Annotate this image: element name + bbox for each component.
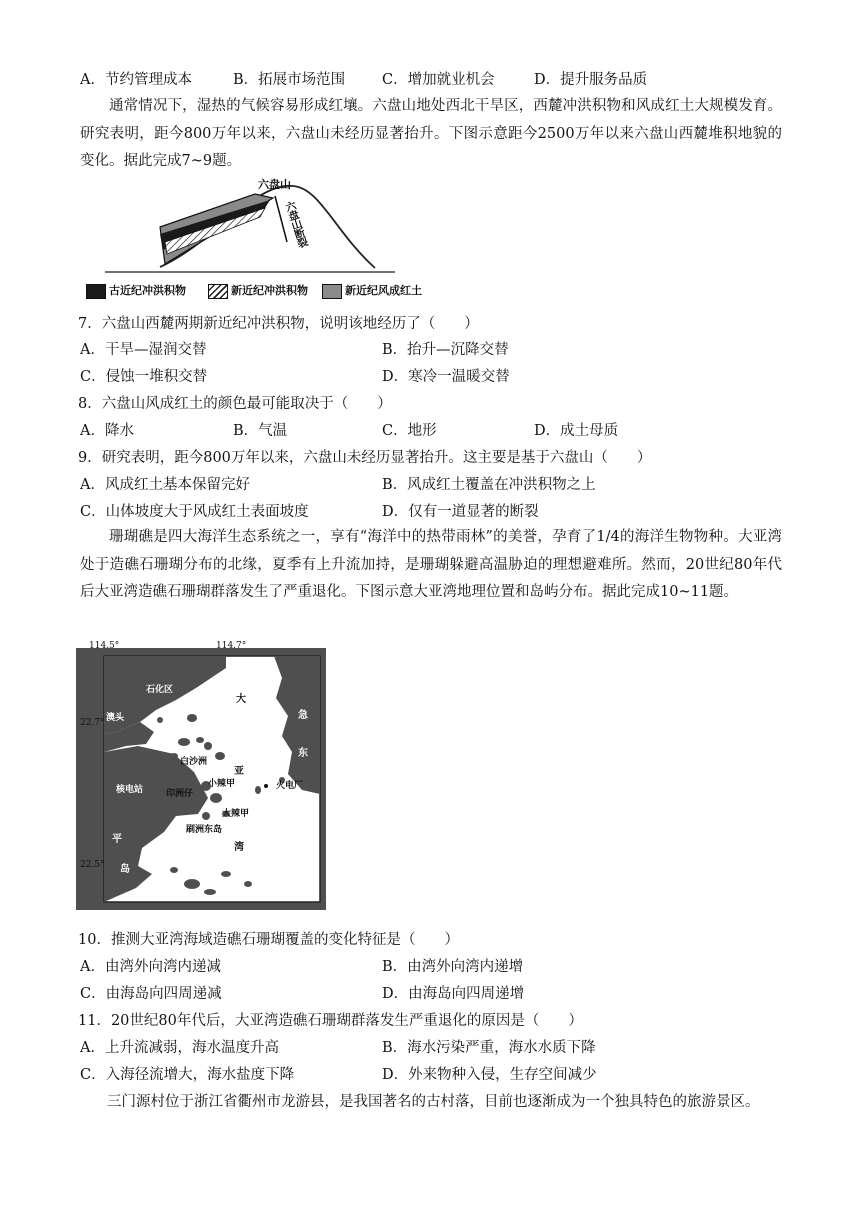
lon-right-label: 114.7° [216,641,247,651]
q9-option-d: D．仅有一道显著的断裂 [382,504,539,520]
power-plant-marker [264,784,268,788]
island [210,793,222,803]
q10-option-a: A．由湾外向湾内递减 [80,959,221,975]
map-label-da: 大 [236,694,246,705]
map-label-xiaolajia: 小辣甲 [208,779,236,789]
legend-swatch-hatch [208,284,228,299]
q10-option-d: D．由海岛向四周递增 [382,986,525,1002]
map-label-aotou: 澳头 [106,713,125,723]
map-label-wan: 湾 [234,842,244,853]
q7-option-b: B．抬升—沉降交替 [382,342,509,358]
legend-swatch-black [86,284,106,299]
map-label-wendianchang: 火电厂 [276,781,304,791]
mountain-label: 六盘山 [258,178,291,191]
q7-option-c: C．侵蚀一堆积交替 [80,369,208,385]
island [157,717,163,723]
island [196,737,204,743]
q9-option-b: B．风成红土覆盖在冲洪积物之上 [382,477,596,493]
map-label-dong: 东 [298,748,308,759]
legend-swatch-grey [322,284,342,299]
q9-stem: 9．研究表明，距今800万年以来，六盘山未经历显著抬升。这主要是基于六盘山（ ） [78,450,652,466]
daya-bay-map [76,641,326,910]
legend-neogene: 新近纪冲洪积物 [208,282,308,299]
q9-option-c: C．山体坡度大于风成红土表面坡度 [80,504,309,520]
island [184,879,200,889]
q8-stem: 8．六盘山风成红土的颜色最可能取决于（ ） [78,396,392,412]
lon-left-label: 114.5° [89,641,120,651]
q8-option-b: B．气温 [233,423,288,439]
q8-option-a: A．降水 [80,423,134,439]
q11-stem: 11．20世纪80年代后，大亚湾造礁石珊瑚群落发生严重退化的原因是（ ） [78,1013,583,1029]
q10-option-c: C．由海岛向四周递减 [80,986,222,1002]
lat-bottom-label: 22.5° [80,860,105,870]
island [255,786,261,794]
map-label-ya: 亚 [234,766,244,777]
island [244,881,252,887]
island [187,714,197,722]
island [204,889,216,895]
legend-paleogene: 古近纪冲洪积物 [86,282,186,299]
map-label-zhuanzhoudongdao: 刷洲东岛 [186,825,223,835]
q8-option-c: C．地形 [382,423,437,439]
fault-label: 六盘山断裂 [282,199,310,249]
map-label-ping: 平 [112,834,122,845]
q6-option-c: C．增加就业机会 [382,72,495,88]
map-label-dao: 岛 [120,864,130,875]
map-label-ji: 急 [298,710,308,721]
map-label-dalajia: 大辣甲 [222,809,250,819]
intro-7-9: 通常情况下，湿热的气候容易形成红壤。六盘山地处西北干旱区，西麓冲洪积物和风成红土大规模发育。研究表明，距今800万年以来，六盘山未经历显著抬升。下图示意距今2500万年以来六盘山西麓堆积地貌的变化。据此完成7~9题。 [80,98,782,169]
map-label-yinzhouzi: 印洲仔 [166,789,194,799]
map-label-hedianzhan: 核电站 [116,785,144,795]
island [221,871,231,877]
island [202,812,210,820]
q9-option-a: A．风成红土基本保留完好 [80,477,250,493]
intro-10-11: 珊瑚礁是四大海洋生态系统之一，享有“海洋中的热带雨林”的美誉，孕育了1/4的海洋生物物种。大亚湾处于造礁石珊瑚分布的北缘，夏季有上升流加持，是珊瑚躲避高温胁迫的理想避难所。然而，20世纪80年代后大亚湾造礁石珊瑚群落发生了严重退化。下图示意大亚湾地理位置和岛屿分布。据此完成10~11题。 [80,529,782,600]
island [215,752,225,760]
island [170,753,178,759]
liupanshan-section-figure [105,172,395,280]
island [170,867,178,873]
q11-option-a: A．上升流减弱，海水温度升高 [80,1040,279,1056]
q11-option-b: B．海水污染严重，海水水质下降 [382,1040,596,1056]
q10-stem: 10．推测大亚湾海域造礁石珊瑚覆盖的变化特征是（ ） [78,932,459,948]
intro-next-question: 三门源村位于浙江省衢州市龙游县，是我国著名的古村落，目前也逐渐成为一个独具特色的旅游景区。 [107,1094,760,1110]
q11-option-d: D．外来物种入侵，生存空间减少 [382,1067,597,1083]
q8-option-d: D．成土母质 [534,423,619,439]
map-label-shihuaqu: 石化区 [146,685,174,695]
q6-option-b: B．拓展市场范围 [233,72,346,88]
lat-top-label: 22.7° [80,718,105,728]
q6-option-d: D．提升服务品质 [534,72,648,88]
q7-stem: 7．六盘山西麓两期新近纪冲洪积物，说明该地经历了（ ） [78,316,479,332]
legend-red-clay: 新近纪风成红土 [322,282,422,299]
q7-option-a: A．干旱—湿润交替 [80,342,207,358]
island [204,742,212,750]
island [178,738,190,746]
q11-option-c: C．入海径流增大，海水盐度下降 [80,1067,295,1083]
q7-option-d: D．寒冷一温暖交替 [382,369,510,385]
q10-option-b: B．由湾外向湾内递增 [382,959,524,975]
map-label-baishazhou: 白沙洲 [180,757,208,767]
q6-option-a: A．节约管理成本 [80,72,192,88]
